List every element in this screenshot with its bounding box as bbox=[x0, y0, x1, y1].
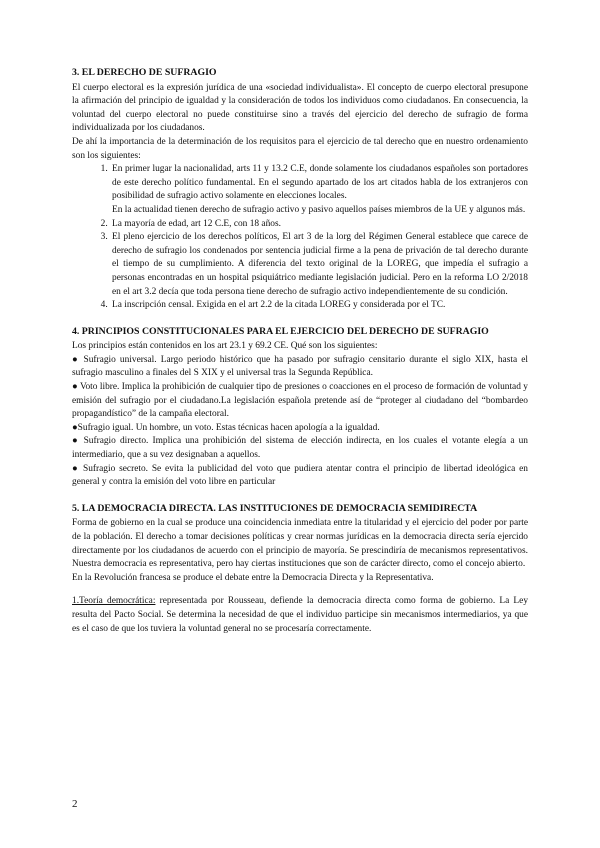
list-item-extra: En la actualidad tienen derecho de sufragio activo y pasivo aquellos países miembros de la UE y algunos más. bbox=[112, 204, 526, 215]
list-item-text: 4. La inscripción censal. Exigida en el art 2.2 de la citada LOREG y considerada por el TC. bbox=[112, 300, 446, 311]
list-item-text: 1. En primer lugar la nacionalidad, arts 11 y 13.2 C.E, donde solamente los ciudadanos españoles son portadores de este derecho político fundamental. En el segundo apartado de los art citados habla de los extranjeros con posibilidad de sufragio activo solamente en elecciones locales. bbox=[112, 164, 528, 202]
list-item bbox=[110, 299, 528, 313]
spacer bbox=[72, 585, 528, 595]
bullet-item: ● Voto libre. Implica la prohibición de cualquier tipo de presiones o coacciones en el proceso de formación de voluntad y emisión del sufragio por el ciudadano.La legislación española pretende así de “proteger al ciudadano del “bombardeo propagandístico” de la campaña electoral. bbox=[72, 382, 528, 420]
page-number: 2 bbox=[72, 798, 78, 810]
section-5-paragraph-1: Forma de gobierno en la cual se produce una coincidencia inmediata entre la titularidad y el ejercicio del poder por parte de la población. El derecho a tomar decisiones políticas y crear normas jurídicas en la democracia directa sería ejercido directamente por los ciudadanos de acuerdo con el principio de mayoría. Se prescindiría de mecanismos representativos. Nuestra democracia es representativa, pero hay ciertas instituciones que son de carácter directo, como el concejo abierto. bbox=[72, 518, 528, 570]
bullet-item: ● Sufragio secreto. Se evita la publicidad del voto que pudiera atentar contra el principio de libertad ideológica en general y contra la emisión del voto libre en particular bbox=[72, 463, 528, 488]
section-5-heading: 5. LA DEMOCRACIA DIRECTA. LAS INSTITUCIONES DE DEMOCRACIA SEMIDIRECTA bbox=[72, 502, 478, 514]
list-item bbox=[110, 231, 528, 299]
bullet-item: ● Sufragio universal. Largo periodo histórico que ha pasado por sufragio censitario durante el siglo XIX, hasta el sufragio masculino a finales del S XIX y el universal tras la Segunda República. bbox=[72, 354, 528, 379]
requirements-list bbox=[72, 163, 528, 313]
list-item bbox=[110, 163, 528, 217]
section-4-heading: 4. PRINCIPIOS CONSTITUCIONALES PARA EL EJERCICIO DEL DERECHO DE SUFRAGIO bbox=[72, 325, 489, 337]
theory-text: representada por Rousseau, defiende la democracia directa como forma de gobierno. La Ley resulta del Pacto Social. Se determina la necesidad de que el individuo participe sin mecanismos intermediarios, ya que es el caso de que los tuviera la voluntad general no se procesaría correctamente. bbox=[72, 596, 529, 634]
list-item bbox=[110, 218, 528, 232]
section-3-paragraph-2: De ahí la importancia de la determinación de los requisitos para el ejercicio de tal derecho que en nuestro ordenamiento son los siguientes: bbox=[72, 136, 528, 161]
list-item-text: 2. La mayoría de edad, art 12 C.E, con 18 años. bbox=[112, 218, 281, 229]
bullet-item: ● Sufragio directo. Implica una prohibición del sistema de elección indirecta, en los cuales el votante elegía a un intermediario, que a su vez designaban a aquellos. bbox=[72, 436, 528, 461]
section-3-paragraph-1: El cuerpo electoral es la expresión jurídica de una «sociedad individualista». El concepto de cuerpo electoral presupone la afirmación del principio de igualdad y la consideración de todos los individuos como ciudadanos. En consecuencia, la voluntad del cuerpo electoral no puede constituirse sino a través del ejercicio del derecho de sufragio de forma individualizada por los ciudadanos. bbox=[72, 82, 528, 134]
section-5-paragraph-3 bbox=[72, 595, 528, 636]
document-page bbox=[72, 66, 528, 636]
theory-label: 1.Teoría democrática: bbox=[72, 596, 156, 607]
section-5-paragraph-2: En la Revolución francesa se produce el debate entre la Democracia Directa y la Representativa. bbox=[72, 572, 434, 583]
section-4-intro: Los principios están contenidos en los art 23.1 y 69.2 CE. Qué son los siguientes: bbox=[72, 341, 378, 352]
section-3-heading: 3. EL DERECHO DE SUFRAGIO bbox=[72, 67, 217, 78]
bullet-item: ●Sufragio igual. Un hombre, un voto. Estas técnicas hacen apología a la igualdad. bbox=[72, 422, 380, 433]
list-item-text: 3. El pleno ejercicio de los derechos políticos, El art 3 de la lorg del Régimen General establece que carece de derecho de sufragio los condenados por sentencia judicial firme a la pena de privación de tal derecho durante el tiempo de su cumplimiento. A diferencia del texto original de la LOREG, que impedía el sufragio a personas encontradas en un hospital psiquiátrico mediante legislación judicial. Pero en la reforma LO 2/2018 en el art 3.2 decía que toda persona tiene derecho de sufragio activo independientemente de su condición. bbox=[112, 232, 528, 297]
